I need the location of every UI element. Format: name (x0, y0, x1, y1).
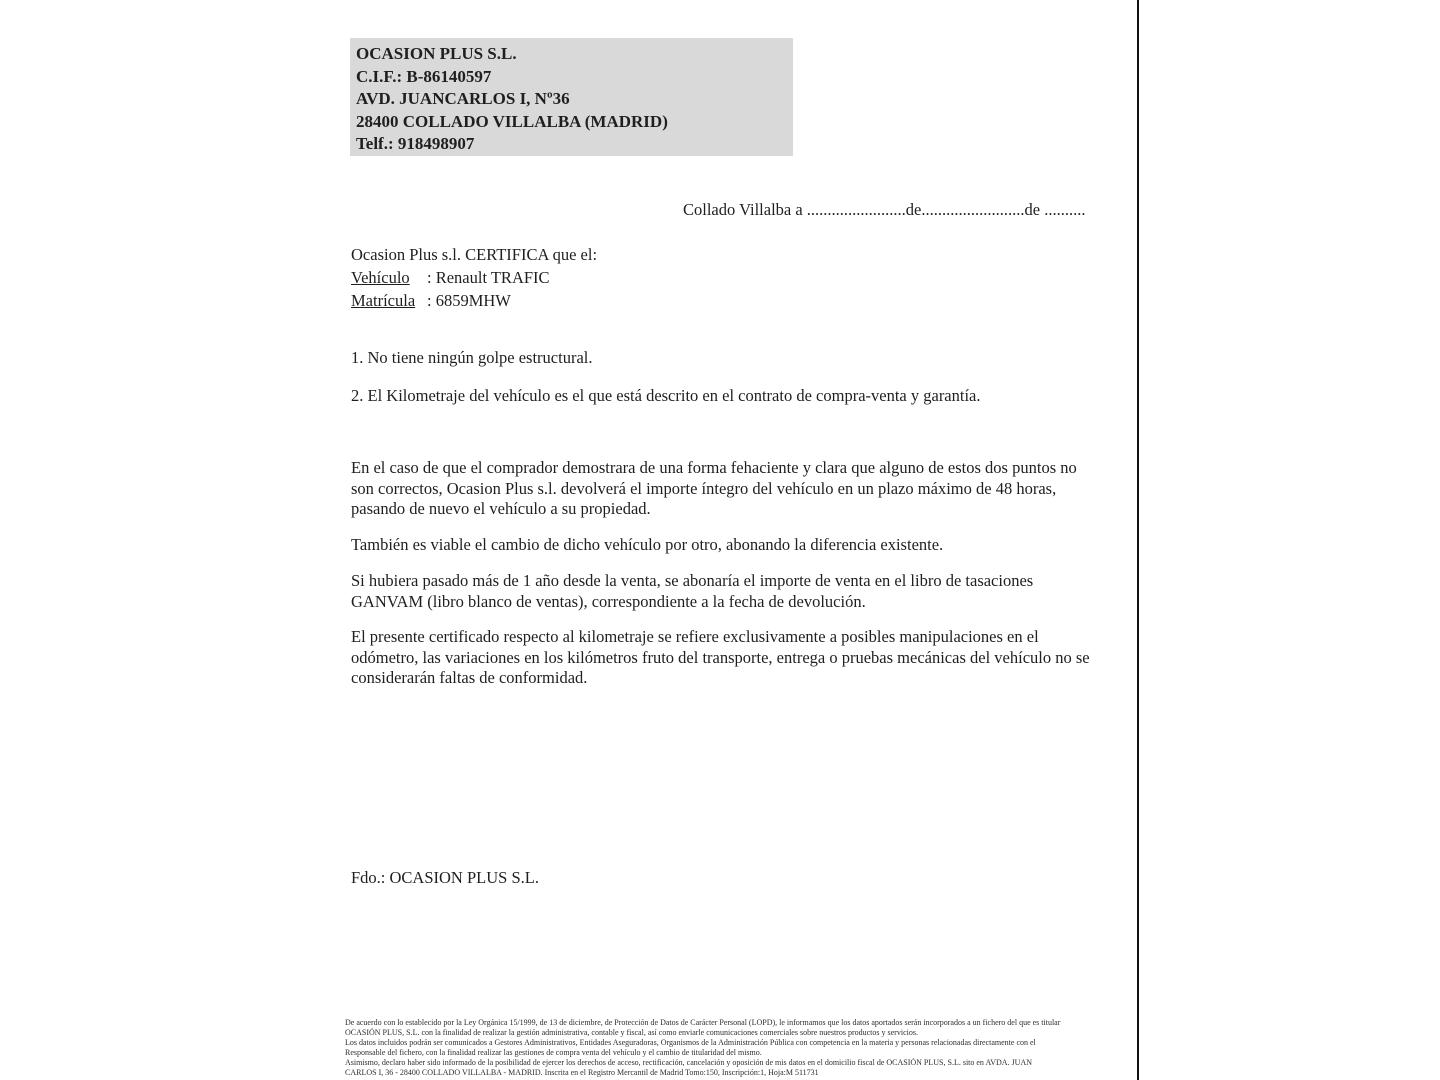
vehicle-field-label-wrap (351, 266, 427, 289)
certification-block (351, 243, 597, 312)
certification-point-2: 2. El Kilometraje del vehículo es el que está descrito en el contrato de compra-venta y garantía. (351, 386, 981, 405)
date-fill-line: Collado Villalba a ........................de.........................de .......... (683, 200, 1086, 219)
legal-fine-print (345, 1018, 1135, 1078)
legal-line: De acuerdo con lo establecido por la Ley Orgánica 15/1999, de 13 de diciembre, de Protección de Datos de Carácter Personal (LOPD), le informamos que los datos aportados serán incorporados a un fichero del que es titular (345, 1018, 1061, 1027)
company-cif: C.I.F.: B-86140597 (356, 66, 492, 86)
vehicle-field (351, 266, 597, 289)
paragraph-exchange-option: También es viable el cambio de dicho vehículo por otro, abonando la diferencia existente. (351, 535, 944, 554)
legal-line: Asimismo, declaro haber sido informado de la posibilidad de ejercer los derechos de acceso, rectificación, cancelación y oposición de mis datos en el domicilio fiscal de OCASIÓN PLUS, S.L. sito en AVDA. JUAN (345, 1058, 1033, 1067)
plate-field-value: : 6859MHW (427, 291, 511, 310)
legal-line: Responsable del fichero, con la finalidad realizar las gestiones de compra venta del vehículo y el cambio de titularidad del mismo. (345, 1048, 762, 1057)
legal-line: Los datos incluidos podrán ser comunicados a Gestores Administrativos, Entidades Aseguradoras, Organismos de la Administración Pública con competencia en la materia y personas relacionadas directamente con el (345, 1038, 1036, 1047)
page-boundary-line (1137, 0, 1139, 1080)
vehicle-field-value: : Renault TRAFIC (427, 268, 550, 287)
legal-line: OCASIÓN PLUS, S.L. con la finalidad de realizar la gestión administrativa, contable y fiscal, así como enviarle comunicaciones comerciales sobre nuestros productos y servicios. (345, 1028, 918, 1037)
company-phone: Telf.: 918498907 (356, 134, 475, 153)
paragraph-refund-terms: En el caso de que el comprador demostrara de una forma fehaciente y clara que alguno de estos dos puntos no son correctos, Ocasion Plus s.l. devolverá el importe íntegro del vehículo en un plazo máximo de 48 horas, pasando de nuevo el vehículo a su propiedad. (351, 458, 1077, 518)
certification-intro: Ocasion Plus s.l. CERTIFICA que el: (351, 245, 598, 264)
vehicle-field-label: Vehículo (351, 268, 410, 287)
paragraph-ganvam-valuation: Si hubiera pasado más de 1 año desde la venta, se abonaría el importe de venta en el libro de tasaciones GANVAM (libro blanco de ventas), correspondiente a la fecha de devolución. (351, 571, 1034, 611)
paragraph-odometer-scope: El presente certificado respecto al kilometraje se refiere exclusivamente a posibles manipulaciones en el odómetro, las variaciones en los kilómetros fruto del transporte, entrega o pruebas mecánicas del vehículo no se considerarán faltas de conformidad. (351, 627, 1090, 687)
signature-line: Fdo.: OCASION PLUS S.L. (351, 868, 539, 887)
company-header-box (350, 38, 793, 156)
company-address: AVD. JUANCARLOS I, Nº36 (356, 89, 570, 108)
company-name: OCASION PLUS S.L. (356, 44, 517, 63)
plate-field (351, 289, 597, 312)
legal-line: CARLOS I, 36 - 28400 COLLADO VILLALBA - MADRID. Inscrita en el Registro Mercantil de Madrid Tomo:150, Inscripción:1, Hoja:M 511731 (345, 1068, 819, 1077)
plate-field-label: Matrícula (351, 291, 416, 310)
certification-point-1: 1. No tiene ningún golpe estructural. (351, 348, 593, 367)
plate-field-label-wrap (351, 289, 427, 312)
company-city: 28400 COLLADO VILLALBA (MADRID) (356, 111, 668, 131)
